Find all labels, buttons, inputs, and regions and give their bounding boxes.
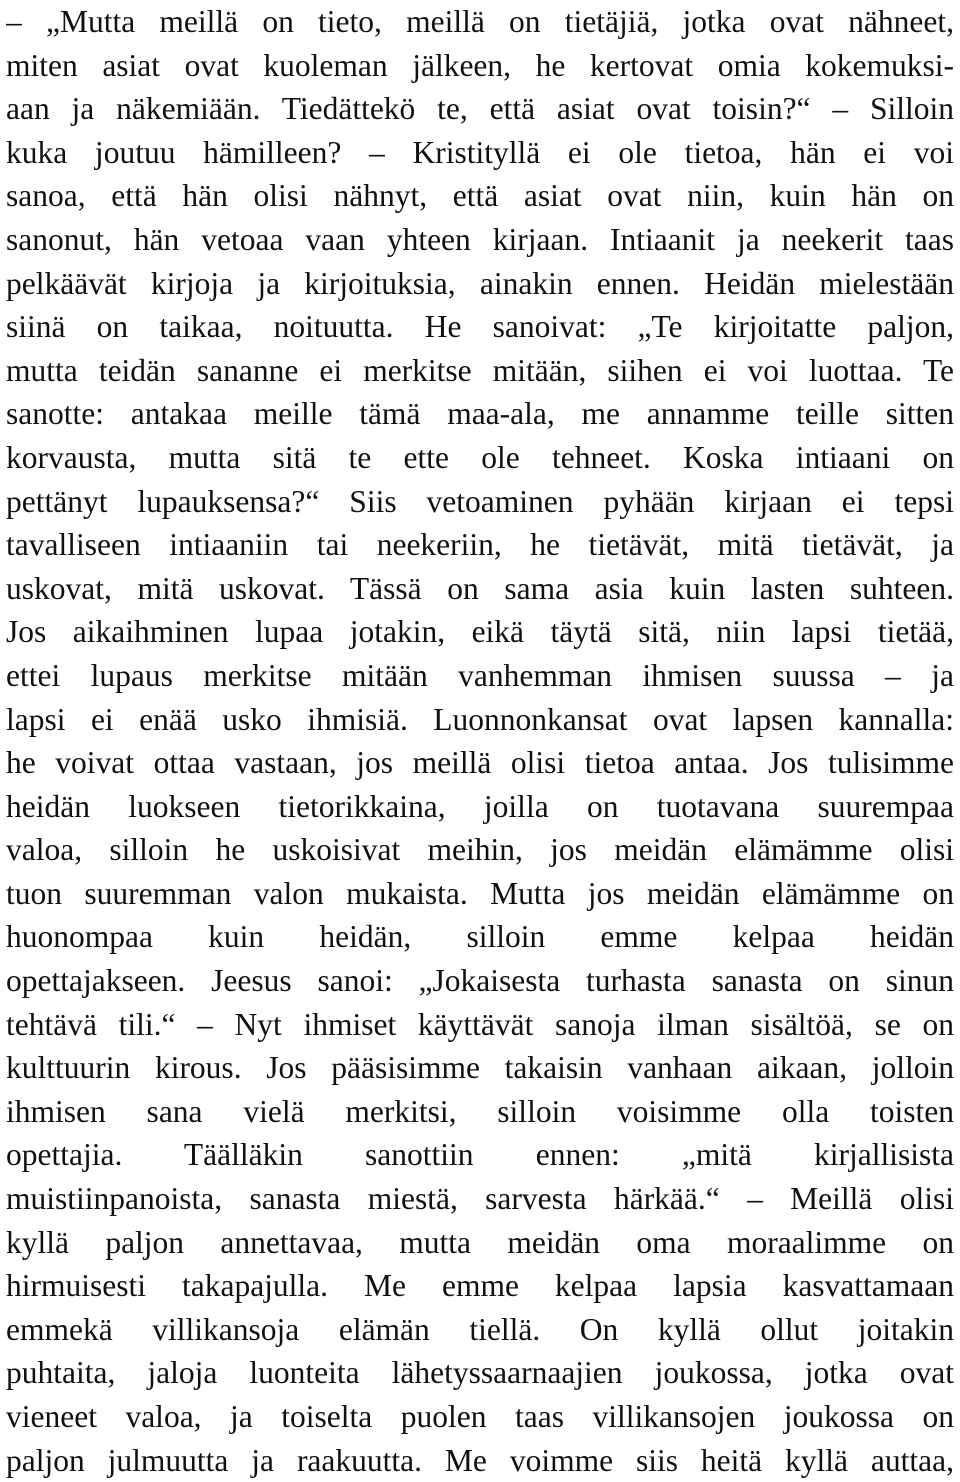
text-line: mutta teidän sananne ei merkitse mitään, siihen ei voi luottaa. Te xyxy=(6,352,954,388)
text-line: tuon suuremman valon mukaista. Mutta jos meidän elämämme on xyxy=(6,875,954,911)
text-line: puhtaita, jaloja luonteita lähetyssaarnaajien joukossa, jotka ovat xyxy=(6,1355,954,1391)
text-line: he voivat ottaa vastaan, jos meillä olisi tietoa antaa. Jos tulisimme xyxy=(6,745,954,781)
text-line: sanoa, että hän olisi nähnyt, että asiat ovat niin, kuin hän on xyxy=(6,178,954,214)
text-line: muistiinpanoista, sanasta miestä, sarvesta härkää.“ – Meillä olisi xyxy=(6,1181,954,1217)
text-line: – „Mutta meillä on tieto, meillä on tietäjiä, jotka ovat nähneet, xyxy=(6,4,954,39)
text-line: emmekä villikansoja elämän tiellä. On kyllä ollut joitakin xyxy=(6,1311,954,1347)
text-line: sanonut, hän vetoaa vaan yhteen kirjaan. Intiaanit ja neekerit taas xyxy=(6,221,954,257)
body-text xyxy=(6,0,954,1482)
text-line: tavalliseen intiaaniin tai neekeriin, he tietävät, mitä tietävät, ja xyxy=(6,527,954,563)
text-line: Jos aikaihminen lupaa jotakin, eikä täytä sitä, niin lapsi tietää, xyxy=(6,614,954,650)
text-line: huonompaa kuin heidän, silloin emme kelpaa heidän xyxy=(6,919,954,955)
text-line: uskovat, mitä uskovat. Tässä on sama asia kuin lasten suhteen. xyxy=(6,570,954,606)
text-line: pelkäävät kirjoja ja kirjoituksia, ainakin ennen. Heidän mielestään xyxy=(6,265,954,301)
text-line: kulttuurin kirous. Jos pääsisimme takaisin vanhaan aikaan, jolloin xyxy=(6,1050,954,1086)
text-line: sanotte: antakaa meille tämä maa-ala, me annamme teille sitten xyxy=(6,396,954,432)
text-line: pettänyt lupauksensa?“ Siis vetoaminen pyhään kirjaan ei tepsi xyxy=(6,483,954,519)
text-line: hirmuisesti takapajulla. Me emme kelpaa lapsia kasvattamaan xyxy=(6,1268,954,1304)
text-line: ettei lupaus merkitse mitään vanhemman ihmisen suussa – ja xyxy=(6,657,954,693)
text-line: opettajia. Täälläkin sanottiin ennen: „mitä kirjallisista xyxy=(6,1137,954,1173)
text-line: valoa, silloin he uskoisivat meihin, jos meidän elämämme olisi xyxy=(6,832,954,868)
text-line: heidän luokseen tietorikkaina, joilla on tuotavana suurempaa xyxy=(6,788,954,824)
text-line: aan ja näkemiään. Tiedättekö te, että asiat ovat toisin?“ – Silloin xyxy=(6,91,954,127)
text-line: siinä on taikaa, noituutta. He sanoivat: „Te kirjoitatte paljon, xyxy=(6,309,954,345)
text-line: tehtävä tili.“ – Nyt ihmiset käyttävät sanoja ilman sisältöä, se on xyxy=(6,1006,954,1042)
text-line: lapsi ei enää usko ihmisiä. Luonnonkansat ovat lapsen kannalla: xyxy=(6,701,954,737)
text-line: opettajakseen. Jeesus sanoi: „Jokaisesta turhasta sanasta on sinun xyxy=(6,963,954,999)
text-line: paljon julmuutta ja raakuutta. Me voimme siis heitä kyllä auttaa, xyxy=(6,1442,954,1478)
text-line: kyllä paljon annettavaa, mutta meidän oma moraalimme on xyxy=(6,1224,954,1260)
text-line: ihmisen sana vielä merkitsi, silloin voisimme olla toisten xyxy=(6,1093,954,1129)
text-line: vieneet valoa, ja toiselta puolen taas villikansojen joukossa on xyxy=(6,1399,954,1434)
text-line: miten asiat ovat kuoleman jälkeen, he kertovat omia kokemuksi- xyxy=(6,47,954,83)
text-line: korvausta, mutta sitä te ette ole tehneet. Koska intiaani on xyxy=(6,439,954,475)
text-line: kuka joutuu hämilleen? – Kristityllä ei ole tietoa, hän ei voi xyxy=(6,134,954,170)
